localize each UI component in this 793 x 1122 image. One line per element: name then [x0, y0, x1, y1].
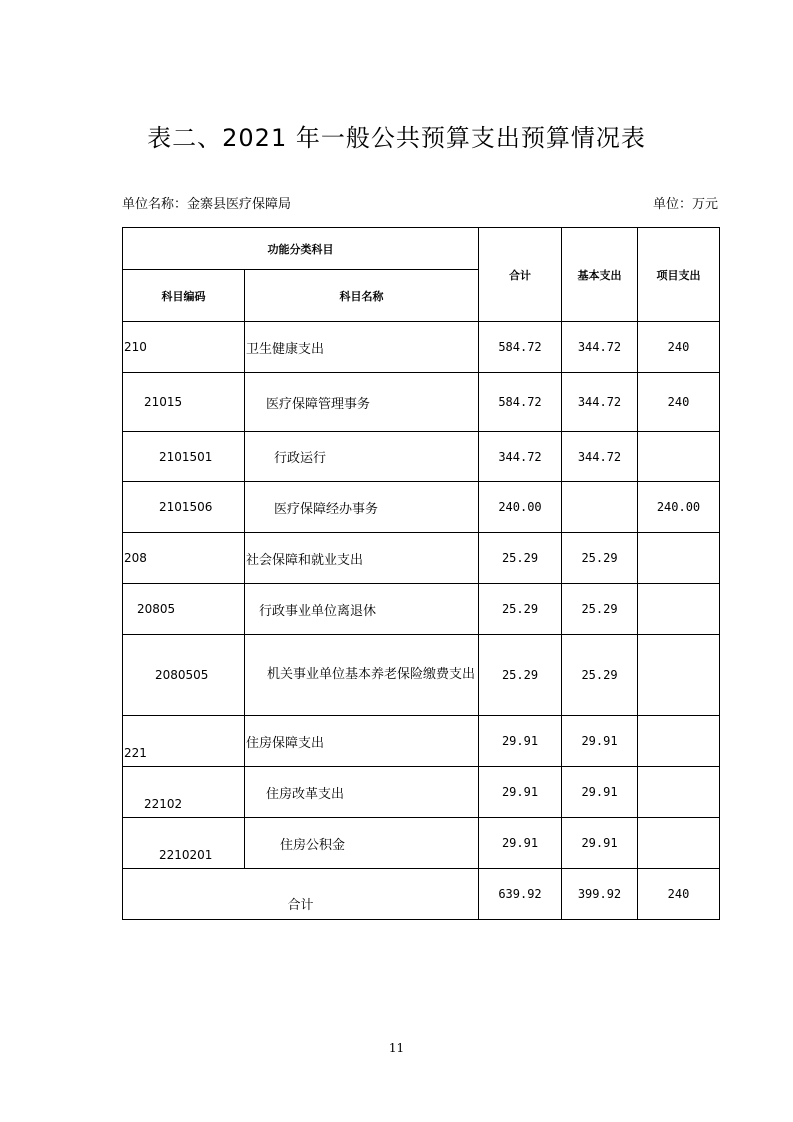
table-row [123, 818, 720, 869]
project-expense-cell: 240 [638, 322, 720, 373]
page-title: 表二、2021 年一般公共预算支出预算情况表 [147, 124, 646, 152]
project-expense-cell [638, 635, 720, 716]
table-row [123, 373, 720, 432]
basic-expense-cell: 344.72 [562, 322, 638, 373]
function-category-header: 功能分类科目 [123, 228, 479, 270]
table-row [123, 767, 720, 818]
subject-name-header: 科目名称 [245, 270, 479, 322]
subject-name-cell: 住房公积金 [245, 818, 479, 869]
subject-code-cell: 221 [123, 716, 245, 767]
total-cell: 584.72 [479, 373, 562, 432]
subject-code-cell: 208 [123, 533, 245, 584]
project-expense-cell [638, 533, 720, 584]
page-number: 11 [388, 1041, 405, 1055]
subject-code-cell: 2101501 [123, 432, 245, 482]
grand-total-label: 合计 [123, 869, 479, 920]
subject-code-cell: 2101506 [123, 482, 245, 533]
subject-code-cell: 2210201 [123, 818, 245, 869]
project-expense-header: 项目支出 [638, 228, 720, 322]
total-cell: 29.91 [479, 818, 562, 869]
table-row [123, 635, 720, 716]
subject-code-header: 科目编码 [123, 270, 245, 322]
budget-table [122, 227, 720, 920]
table-row [123, 482, 720, 533]
unit-name-label: 单位名称：金寨县医疗保障局 [122, 197, 292, 212]
table-row [123, 322, 720, 373]
total-header: 合计 [479, 228, 562, 322]
total-cell: 25.29 [479, 533, 562, 584]
total-cell: 584.72 [479, 322, 562, 373]
subject-name-cell: 医疗保障管理事务 [245, 373, 479, 432]
grand-total-row [123, 869, 720, 920]
currency-unit-label: 单位：万元 [652, 197, 718, 212]
project-expense-cell [638, 716, 720, 767]
project-expense-cell [638, 767, 720, 818]
subject-code-cell: 20805 [123, 584, 245, 635]
project-expense-cell: 240 [638, 373, 720, 432]
basic-expense-header: 基本支出 [562, 228, 638, 322]
subject-code-cell: 2080505 [123, 635, 245, 716]
basic-expense-cell: 25.29 [562, 635, 638, 716]
total-cell: 25.29 [479, 584, 562, 635]
basic-expense-cell: 344.72 [562, 373, 638, 432]
table-row [123, 584, 720, 635]
subject-code-cell: 22102 [123, 767, 245, 818]
basic-expense-cell: 29.91 [562, 818, 638, 869]
basic-expense-cell: 29.91 [562, 716, 638, 767]
basic-expense-cell: 25.29 [562, 584, 638, 635]
basic-expense-cell: 25.29 [562, 533, 638, 584]
total-cell: 29.91 [479, 716, 562, 767]
subject-code-cell: 210 [123, 322, 245, 373]
table-row [123, 533, 720, 584]
grand-total-cell: 639.92 [479, 869, 562, 920]
subject-name-cell: 行政运行 [245, 432, 479, 482]
subject-name-cell: 行政事业单位离退休 [245, 584, 479, 635]
project-expense-cell [638, 432, 720, 482]
total-cell: 344.72 [479, 432, 562, 482]
basic-expense-cell: 29.91 [562, 767, 638, 818]
total-cell: 240.00 [479, 482, 562, 533]
subject-name-cell: 住房改革支出 [245, 767, 479, 818]
grand-total-project-cell: 240 [638, 869, 720, 920]
subject-name-cell: 机关事业单位基本养老保险缴费支出 [245, 635, 479, 716]
table-row [123, 432, 720, 482]
table-row [123, 716, 720, 767]
subject-name-cell: 卫生健康支出 [245, 322, 479, 373]
project-expense-cell: 240.00 [638, 482, 720, 533]
total-cell: 29.91 [479, 767, 562, 818]
project-expense-cell [638, 818, 720, 869]
total-cell: 25.29 [479, 635, 562, 716]
project-expense-cell [638, 584, 720, 635]
basic-expense-cell: 344.72 [562, 432, 638, 482]
basic-expense-cell [562, 482, 638, 533]
subject-name-cell: 社会保障和就业支出 [245, 533, 479, 584]
grand-total-basic-cell: 399.92 [562, 869, 638, 920]
subject-name-cell: 住房保障支出 [245, 716, 479, 767]
subject-name-cell: 医疗保障经办事务 [245, 482, 479, 533]
subject-code-cell: 21015 [123, 373, 245, 432]
